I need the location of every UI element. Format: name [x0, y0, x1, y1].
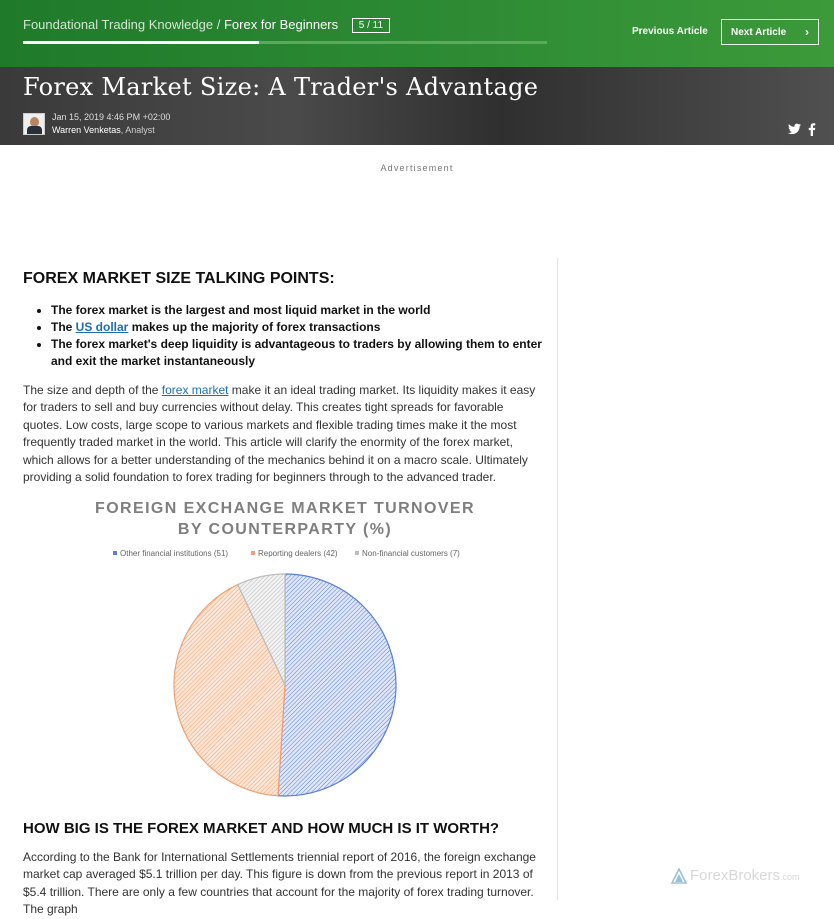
- forex-market-link[interactable]: forex market: [161, 383, 229, 397]
- point2-post: makes up the majority of forex transactions: [128, 320, 381, 334]
- forexbrokers-logo-icon: [670, 868, 688, 886]
- chart-title-line2: BY COUNTERPARTY (%): [177, 521, 393, 538]
- sidebar-divider: [557, 258, 558, 900]
- previous-article-button[interactable]: Previous Article: [632, 26, 708, 37]
- chevron-right-icon: ›: [805, 25, 809, 39]
- author-line: [52, 125, 155, 135]
- forexbrokers-watermark: [690, 867, 800, 884]
- watermark-brand: ForexBrokers: [690, 867, 781, 884]
- facebook-icon[interactable]: [808, 123, 816, 136]
- point2-pre: The: [51, 320, 76, 334]
- chart-title-line1: FOREIGN EXCHANGE MARKET TURNOVER: [95, 500, 475, 517]
- page-title: Forex Market Size: A Trader's Advantage: [23, 73, 539, 101]
- turnover-pie-chart: [95, 495, 490, 800]
- article-hero: [0, 67, 834, 145]
- list-item: • The forex market's deep liquidity is advantageous to traders by allowing them to enter and exit the market instantaneously: [51, 336, 545, 370]
- list-item: • The forex market is the largest and most liquid market in the world: [51, 302, 545, 319]
- article-body: [23, 270, 545, 486]
- para1-pre: The size and depth of the: [23, 383, 162, 397]
- us-dollar-link[interactable]: US dollar: [75, 320, 129, 334]
- author-avatar[interactable]: [23, 113, 45, 135]
- progress-track: [23, 41, 547, 44]
- breadcrumb-current[interactable]: Forex for Beginners: [223, 17, 339, 32]
- talking-points-list: [23, 302, 545, 370]
- avatar-suit: [27, 126, 42, 135]
- progress-fill: [23, 41, 259, 44]
- author-role: , Analyst: [120, 125, 155, 135]
- publish-date: Jan 15, 2019 4:46 PM +02:00: [52, 112, 171, 122]
- para1-post: make it an ideal trading market. Its liquidity makes it easy for traders to sell and buy currencies without delay. This creates tight spreads for favorable quotes. Low costs, large scope to various markets and flexible trading times make it the most frequently traded market in the world. This article will clarify the enormity of the forex market, which allows for a better understanding of the mechanics behind it on a macro scale. Ultimately providing a solid foundation to forex trading for beginners through to the advanced trader.: [23, 383, 536, 485]
- pie-slice-other-financial: [278, 574, 396, 796]
- breadcrumb-separator: /: [216, 17, 221, 32]
- legend-label: Other financial institutions (51): [120, 549, 229, 558]
- author-name[interactable]: Warren Venketas: [52, 125, 121, 135]
- article-counter-badge: 5 / 11: [352, 18, 390, 33]
- next-article-button[interactable]: [721, 19, 819, 45]
- breadcrumb-parent[interactable]: Foundational Trading Knowledge: [23, 17, 214, 32]
- pie-plot: [95, 495, 490, 800]
- legend-label: Non-financial customers (7): [362, 549, 460, 558]
- list-item: [51, 319, 545, 336]
- twitter-icon[interactable]: [788, 123, 801, 135]
- advertisement-label: Advertisement: [380, 163, 454, 173]
- talking-points-heading: FOREX MARKET SIZE TALKING POINTS:: [23, 270, 335, 287]
- intro-paragraph: [23, 382, 545, 486]
- market-size-heading: HOW BIG IS THE FOREX MARKET AND HOW MUCH IS IT WORTH?: [23, 820, 500, 837]
- market-size-paragraph: According to the Bank for International Settlements triennial report of 2016, the foreign exchange market cap averaged $5.1 trillion per day. This figure is down from the previous report in 2013 of $5.4 trillion. There are only a few countries that account for the majority of forex trading turnover. The graph: [23, 850, 536, 917]
- next-article-label: Next Article: [731, 27, 787, 38]
- breadcrumb: [23, 17, 390, 33]
- article-nav-bar: [0, 0, 834, 67]
- watermark-tld: .com: [780, 872, 800, 882]
- legend-label: Reporting dealers (42): [258, 549, 338, 558]
